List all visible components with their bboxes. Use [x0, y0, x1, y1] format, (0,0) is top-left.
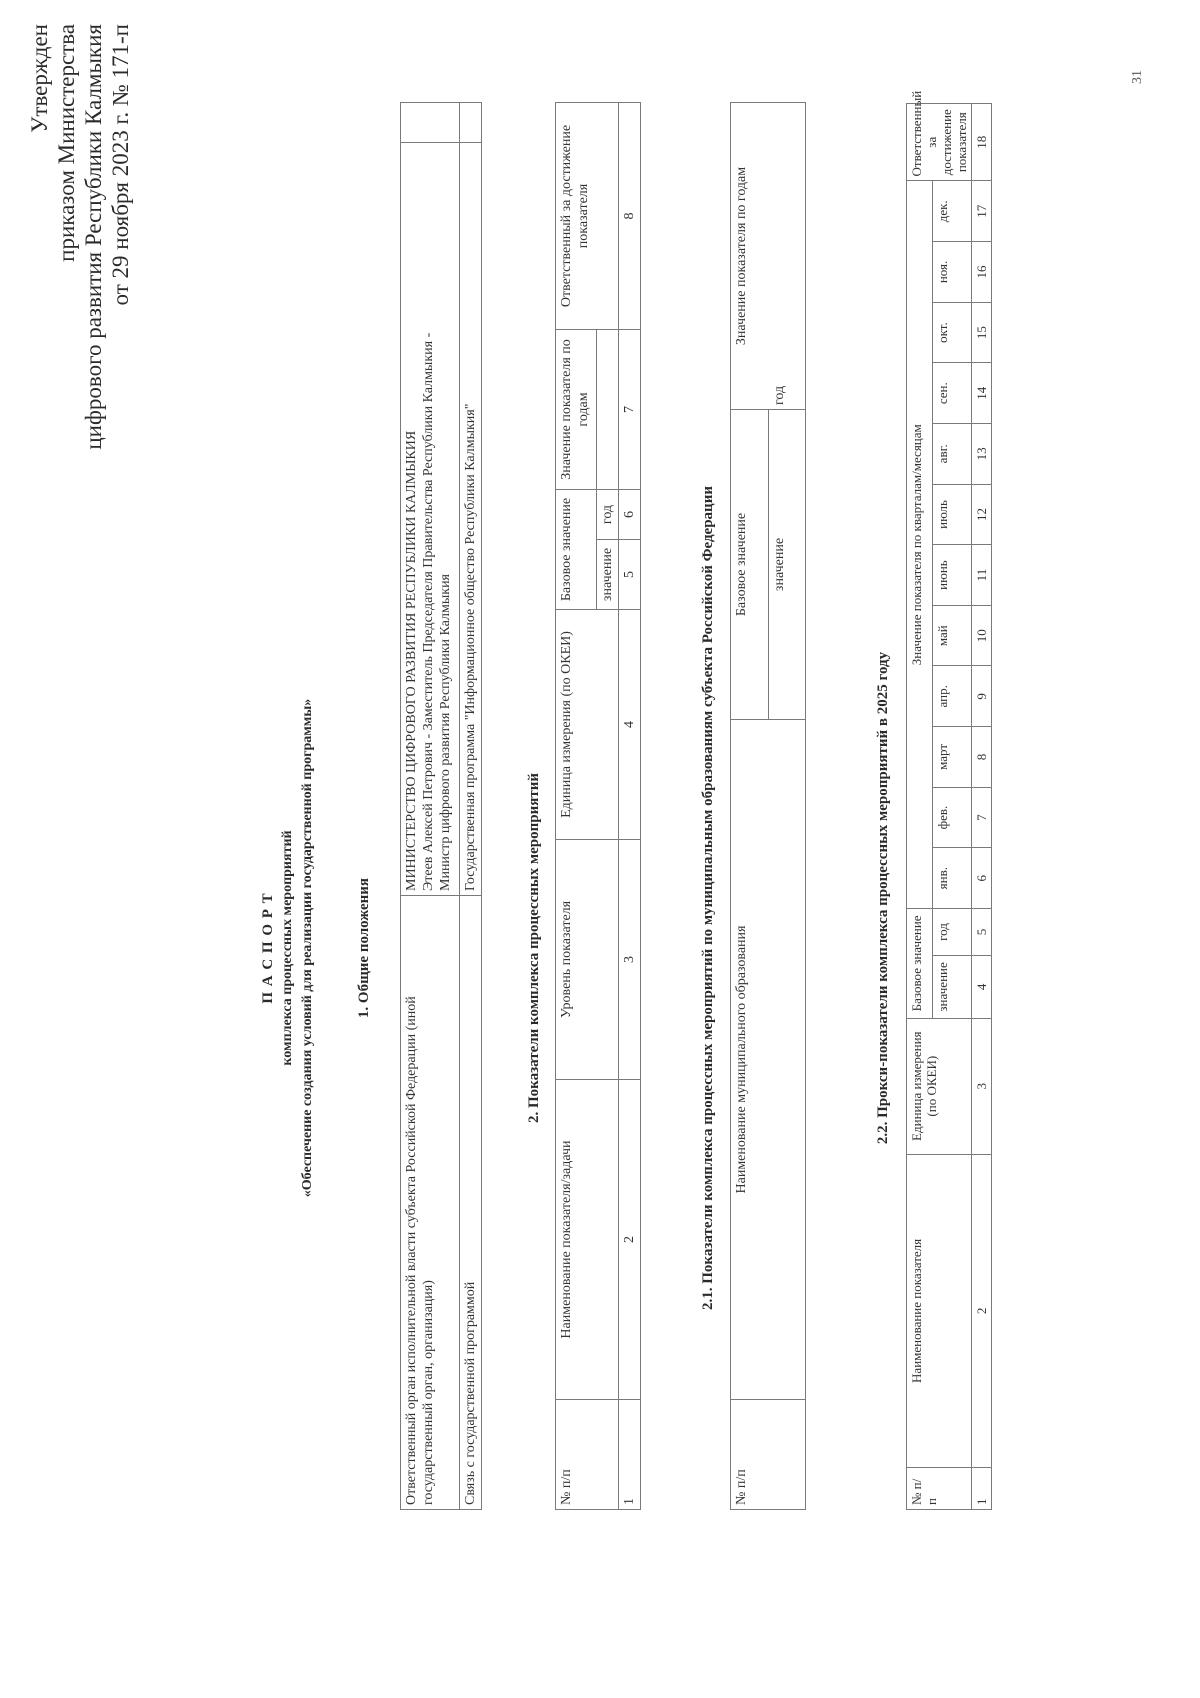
page-number: 31 [1130, 70, 1145, 84]
general-value-cell: Государственная программа "Информационное общество Республики Калмыкия" [460, 143, 482, 896]
general-label-cell: Связь с государственной программой [460, 896, 482, 1510]
proxy-indicators-table [906, 90, 992, 1510]
header-name: Наименование показателя/задачи [556, 1080, 619, 1400]
month-header: апр. [933, 666, 972, 727]
column-number: 9 [972, 666, 992, 727]
general-value-line-1: МИНИСТЕРСТВО ЦИФРОВОГО РАЗВИТИЯ РЕСПУБЛИКИ КАЛМЫКИЯ [404, 430, 419, 891]
month-header: окт. [933, 302, 972, 363]
section1-heading: 1. Общие положения [356, 877, 372, 1019]
empty-cell [460, 103, 482, 143]
title-main: П А С П О Р Т [260, 892, 276, 1004]
document-title [258, 498, 318, 1398]
approval-line-3: цифрового развития Республики Калмыкия [81, 24, 106, 450]
column-number: 5 [972, 909, 992, 956]
column-number: 14 [972, 363, 992, 424]
column-number: 13 [972, 424, 992, 485]
header-name: Наименование муниципального образования [731, 720, 806, 1400]
header-num: № п/п [731, 1400, 806, 1510]
general-value-line-3: Министр цифрового развития Республики Калмыкия [438, 574, 453, 891]
column-number: 15 [972, 302, 992, 363]
column-number: 18 [972, 104, 992, 181]
header-name: Наименование показателя [907, 1154, 972, 1468]
month-header: июнь [933, 545, 972, 606]
column-number: 7 [619, 329, 641, 489]
approval-block [26, 24, 134, 644]
header-base: Базовое значение [731, 409, 769, 719]
header-unit: Единица измерения (по ОКЕИ) [556, 610, 619, 840]
approval-line-4: от 29 ноября 2023 г. № 171-п [108, 24, 133, 306]
month-header: янв. [933, 848, 972, 909]
header-num: № п/п [556, 1400, 619, 1510]
column-number: 2 [619, 1080, 641, 1400]
general-value-cell [401, 143, 460, 896]
section21-heading: 2.1. Показатели комплекса процессных мероприятий по муниципальным образованиям субъекта Российской Федерации [700, 486, 716, 1310]
approval-line-2: приказом Министерства [54, 24, 79, 262]
header-base: Базовое значение [556, 489, 597, 609]
column-number: 16 [972, 242, 992, 303]
empty-cell [401, 103, 460, 143]
column-number: 4 [619, 610, 641, 840]
column-number: 2 [972, 1154, 992, 1468]
title-sub1: комплекса процессных мероприятий [280, 830, 295, 1066]
month-header: ноя. [933, 242, 972, 303]
table-row [619, 102, 641, 1509]
table-row [731, 102, 769, 1509]
table-row [460, 103, 482, 1510]
month-header: авг. [933, 424, 972, 485]
column-number: 12 [972, 484, 992, 545]
header-unit: Единица измерения (по ОКЕИ) [907, 1018, 972, 1154]
empty-cell [597, 329, 619, 489]
month-header: май [933, 605, 972, 666]
column-number: 3 [619, 840, 641, 1080]
header-quarters: Значение показателя по кварталам/месяцам [907, 181, 933, 909]
title-sub2: «Обеспечение создания условий для реализации государственной программы» [300, 698, 315, 1198]
header-base-year: год [933, 909, 972, 956]
table-row [907, 104, 933, 1510]
month-header: фев. [933, 787, 972, 848]
table-row [401, 103, 460, 1510]
header-base: Базовое значение [907, 909, 933, 1019]
month-header: март [933, 727, 972, 788]
month-header: июль [933, 484, 972, 545]
column-number: 17 [972, 181, 992, 242]
general-label-cell: Ответственный орган исполнительной власти субъекта Российской Федерации (иной государственный орган, организация) [401, 896, 460, 1510]
general-value-line-2: Этеев Алексей Петрович - Заместитель Председателя Правительства Республики Калмыкия - [421, 332, 436, 891]
header-responsible: Ответственный за достижение показателя [907, 104, 972, 181]
header-base-value: значение [768, 410, 806, 720]
header-base-value: значение [933, 956, 972, 1019]
table-row [556, 102, 597, 1509]
column-number: 11 [972, 545, 992, 606]
column-number: 8 [972, 727, 992, 788]
column-number: 1 [619, 1400, 641, 1510]
header-base-value: значение [597, 540, 619, 610]
table-row [972, 104, 992, 1510]
header-base-year: год [597, 489, 619, 539]
approval-line-1: Утвержден [27, 24, 52, 133]
section2-heading: 2. Показатели комплекса процессных мероприятий [526, 773, 542, 1124]
indicators-table [555, 102, 641, 1510]
header-by-years: Значение показателя по годам [556, 329, 597, 489]
general-provisions-table [400, 102, 482, 1510]
section22-heading: 2.2. Прокси-показатели комплекса процессных мероприятий в 2025 году [875, 651, 891, 1145]
column-number: 7 [972, 787, 992, 848]
column-number: 4 [972, 956, 992, 1019]
header-responsible: Ответственный за достижение показателя [556, 102, 619, 329]
header-num: № п/п [907, 1468, 972, 1510]
column-number: 6 [972, 848, 992, 909]
column-number: 10 [972, 605, 992, 666]
month-header: сен. [933, 363, 972, 424]
column-number: 3 [972, 1018, 992, 1154]
column-number: 1 [972, 1468, 992, 1510]
header-level: Уровень показателя [556, 840, 619, 1080]
column-number: 5 [619, 540, 641, 610]
municipal-indicators-table [730, 102, 806, 1510]
column-number: 8 [619, 102, 641, 329]
month-header: дек. [933, 181, 972, 242]
column-number: 6 [619, 489, 641, 539]
header-by-years: Значение показателя по годам [731, 102, 806, 409]
